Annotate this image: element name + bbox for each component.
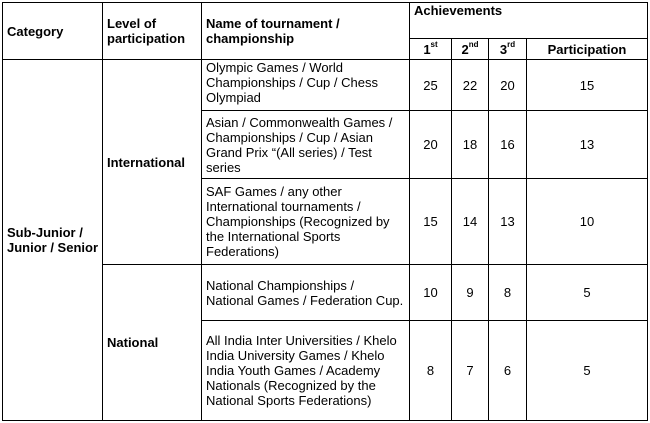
header-category: Category (3, 3, 103, 60)
level-international: International (103, 60, 202, 265)
header-third-num: 3 (499, 41, 508, 57)
tournament-name: SAF Games / any other International tournaments / Championships (Recognized by the International Sports Federations) (202, 179, 410, 265)
header-first (410, 39, 452, 60)
points-second: 9 (452, 265, 489, 321)
header-first-num: 1 (423, 41, 431, 57)
points-third: 13 (489, 179, 527, 265)
points-second: 22 (452, 60, 489, 111)
header-second (452, 39, 489, 60)
points-second: 7 (452, 321, 489, 421)
points-first: 20 (410, 111, 452, 179)
header-row (3, 3, 648, 39)
points-participation: 10 (527, 179, 648, 265)
points-participation: 5 (527, 321, 648, 421)
points-second: 18 (452, 111, 489, 179)
header-second-num: 2 (461, 41, 469, 57)
header-first-sup: st (430, 40, 438, 50)
tournament-name: All India Inter Universities / Khelo India University Games / Khelo India Youth Games / Academy Nationals (Recognized by the National Sports Federations) (202, 321, 410, 421)
header-third (489, 39, 527, 60)
points-first: 8 (410, 321, 452, 421)
header-achievements: Achievements (410, 3, 648, 39)
achievements-table (2, 2, 648, 421)
header-level: Level of participation (103, 3, 202, 60)
table-row (3, 60, 648, 111)
points-third: 6 (489, 321, 527, 421)
tournament-name: National Championships / National Games / Federation Cup. (202, 265, 410, 321)
tournament-name: Olympic Games / World Championships / Cup / Chess Olympiad (202, 60, 410, 111)
category-cell: Sub-Junior / Junior / Senior (3, 60, 103, 421)
points-third: 16 (489, 111, 527, 179)
points-third: 8 (489, 265, 527, 321)
header-second-sup: nd (468, 40, 479, 50)
points-participation: 5 (527, 265, 648, 321)
points-participation: 15 (527, 60, 648, 111)
points-second: 14 (452, 179, 489, 265)
header-tournament: Name of tournament / championship (202, 3, 410, 60)
points-third: 20 (489, 60, 527, 111)
header-third-sup: rd (507, 40, 516, 50)
points-first: 25 (410, 60, 452, 111)
tournament-name: Asian / Commonwealth Games / Championships / Cup / Asian Grand Prix “(All series) / Test series (202, 111, 410, 179)
header-participation: Participation (527, 39, 648, 60)
points-participation: 13 (527, 111, 648, 179)
points-first: 10 (410, 265, 452, 321)
level-national: National (103, 265, 202, 421)
points-first: 15 (410, 179, 452, 265)
